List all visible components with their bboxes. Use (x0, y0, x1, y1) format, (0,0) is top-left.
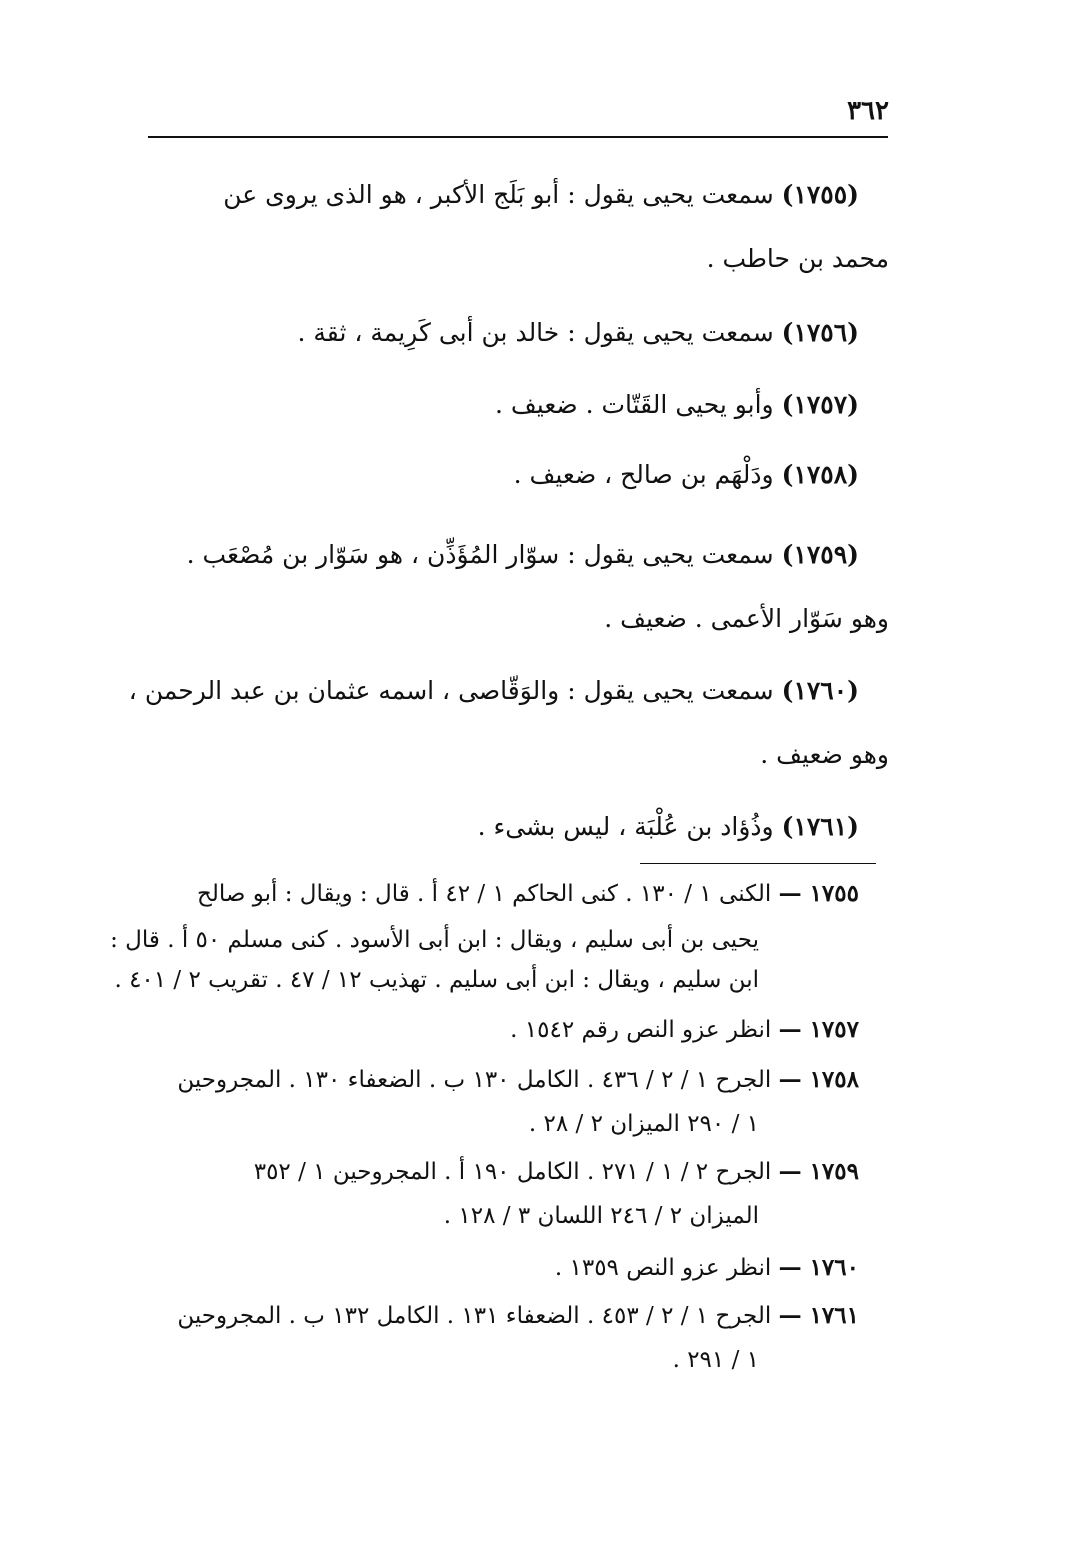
entry-1761 (478, 812, 859, 842)
entry-1756 (298, 318, 860, 348)
entry-1759 (187, 540, 859, 570)
footnote-text: ١ / ٢٩١ . (672, 1347, 759, 1373)
footnote-1760 (555, 1254, 859, 1282)
entry-text: وذُؤاد بن عُلْبَة ، ليس بشىء . (477, 812, 774, 841)
entry-1758 (514, 460, 859, 490)
entry-text: سمعت يحيى يقول : سوّار المُؤَذِّن ، هو سَوّار بن مُصْعَب . (186, 540, 774, 569)
footnote-number: ١٧٦١ — (778, 1302, 859, 1329)
entry-text: وهو سَوّار الأعمى . ضعيف . (604, 604, 889, 633)
entry-number: (١٧٥٦) (781, 318, 859, 347)
footnote-text: الكنى ١ / ١٣٠ . كنى الحاكم ١ / ٤٢ أ . قال : ويقال : أبو صالح (197, 881, 772, 907)
footnote-text: الجرح ١ / ٢ / ٤٣٦ . الكامل ١٣٠ ب . الضعفاء ١٣٠ . المجروحين (177, 1067, 772, 1093)
entry-1760 (129, 676, 859, 706)
footnote-1757 (510, 1016, 859, 1044)
entry-text: سمعت يحيى يقول : أبو بَلَج الأكبر ، هو الذى يروى عن (223, 180, 774, 209)
footnote-number: ١٧٥٧ — (778, 1016, 859, 1043)
footnote-text: يحيى بن أبى سليم ، ويقال : ابن أبى الأسود . كنى مسلم ٥٠ أ . قال : (110, 927, 759, 953)
entry-number: (١٧٥٩) (781, 540, 859, 569)
entry-1755 (223, 180, 859, 210)
footnote-separator (640, 863, 876, 864)
entry-number: (١٧٥٨) (781, 460, 859, 489)
footnote-text: الجرح ٢ / ١ / ٢٧١ . الكامل ١٩٠ أ . المجروحين ١ / ٣٥٢ (253, 1159, 772, 1185)
footnote-number: ١٧٦٠ — (778, 1254, 859, 1281)
footnote-1755-line3 (114, 966, 759, 994)
footnote-1759-line2 (444, 1202, 759, 1230)
entry-text: محمد بن حاطب . (706, 244, 889, 273)
footnote-text: انظر عزو النص ١٣٥٩ . (554, 1255, 772, 1281)
footnote-number: ١٧٥٨ — (778, 1066, 859, 1093)
footnote-1755 (197, 880, 859, 908)
footnote-1761 (177, 1302, 859, 1330)
footnote-1758 (177, 1066, 859, 1094)
entry-number: (١٧٥٥) (781, 180, 859, 209)
page-number: ٣٦٢ (847, 96, 889, 126)
footnote-1758-line2 (529, 1110, 759, 1138)
footnote-1759 (254, 1158, 859, 1186)
footnote-text: ابن سليم ، ويقال : ابن أبى سليم . تهذيب ١٢ / ٤٧ . تقريب ٢ / ٤٠١ . (114, 967, 759, 993)
entry-1759-continuation (604, 604, 889, 634)
footnote-text: الميزان ٢ / ٢٤٦ اللسان ٣ / ١٢٨ . (443, 1203, 759, 1229)
footnote-text: ١ / ٢٩٠ الميزان ٢ / ٢٨ . (528, 1111, 759, 1137)
footnote-1761-line2 (673, 1346, 759, 1374)
footnote-text: انظر عزو النص رقم ١٥٤٢ . (510, 1017, 772, 1043)
entry-number: (١٧٥٧) (781, 390, 859, 419)
footnote-1755-line2 (110, 926, 759, 954)
header-rule (148, 136, 888, 138)
entry-text: ودَلْهَم بن صالح ، ضعيف . (513, 460, 774, 489)
entry-1760-continuation (760, 740, 889, 770)
entry-1757 (495, 390, 859, 420)
footnote-number: ١٧٥٥ — (778, 880, 859, 907)
footnote-text: الجرح ١ / ٢ / ٤٥٣ . الضعفاء ١٣١ . الكامل ١٣٢ ب . المجروحين (177, 1303, 772, 1329)
footnote-number: ١٧٥٩ — (778, 1158, 859, 1185)
entry-text: وهو ضعيف . (760, 740, 889, 769)
entry-number: (١٧٦١) (781, 812, 859, 841)
entry-1755-continuation (707, 244, 889, 274)
entry-text: سمعت يحيى يقول : والوَقّاصى ، اسمه عثمان بن عبد الرحمن ، (128, 676, 774, 705)
entry-text: سمعت يحيى يقول : خالد بن أبى كَرِيمة ، ثقة . (297, 318, 774, 347)
entry-text: وأبو يحيى القَتّات . ضعيف . (495, 390, 774, 419)
entry-number: (١٧٦٠) (781, 676, 859, 705)
